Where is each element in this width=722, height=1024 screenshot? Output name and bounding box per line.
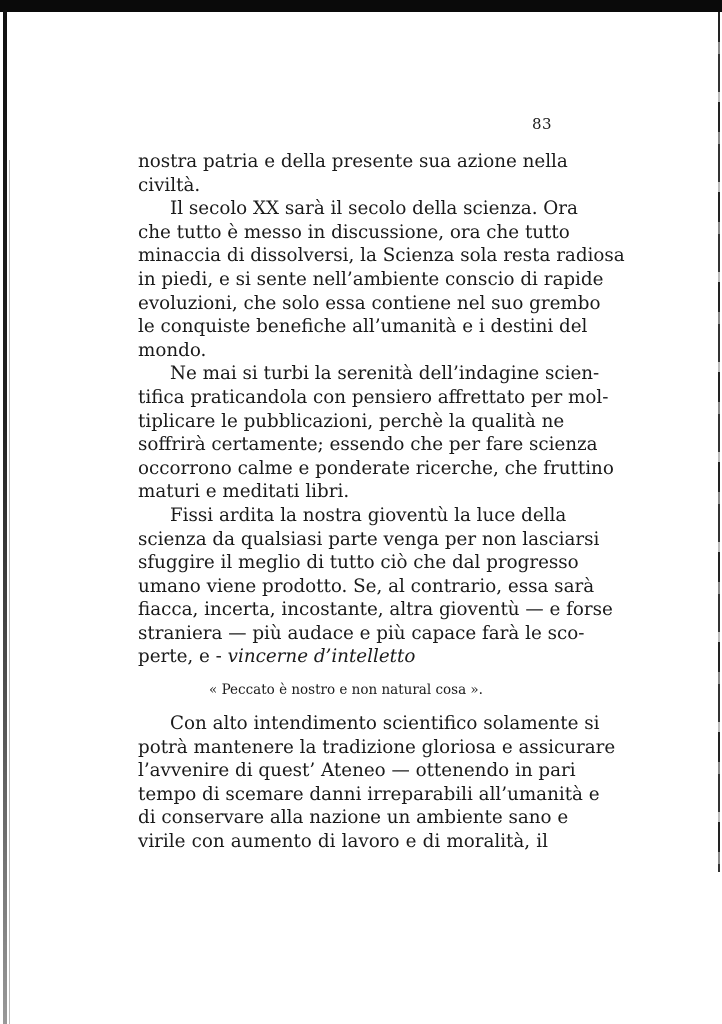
text-line: scienza da qualsiasi parte venga per non lasciarsi	[138, 528, 600, 550]
text-line: straniera — più audace e più capace farà le sco-	[138, 622, 585, 644]
text-line: mondo.	[138, 339, 207, 361]
paragraph-3	[138, 362, 614, 504]
paragraph-4	[138, 504, 613, 669]
text-line: Con alto intendimento scientifico solamente si	[170, 713, 600, 735]
text-line: che tutto è messo in discussione, ora che tutto	[138, 221, 570, 243]
text-line: umano viene prodotto. Se, al contrario, essa sarà	[138, 575, 595, 597]
text-line: virile con aumento di lavoro e di moralità, il	[138, 831, 548, 853]
page-body	[138, 150, 625, 854]
text-line: Ne mai si turbi la serenità dell’indagine scien-	[170, 363, 600, 385]
text-line: tifica praticandola con pensiero affrettato per mol-	[138, 386, 609, 408]
text-line: le conquiste benefiche all’umanità e i destini del	[138, 316, 588, 338]
text-line: nostra patria e della presente sua azione nella	[138, 151, 568, 172]
page-number: 83	[532, 115, 553, 133]
scan-right-edge	[718, 12, 720, 872]
paragraph-1	[138, 150, 568, 197]
scan-left-edge-shadow	[9, 160, 10, 1024]
text-line: in piedi, e si sente nell’ambiente conscio di rapide	[138, 268, 604, 290]
text-fragment: perte, e -	[138, 646, 228, 668]
text-line: Il secolo XX sarà il secolo della scienza. Ora	[170, 198, 578, 220]
text-line: occorrono calme e ponderate ricerche, che fruttino	[138, 457, 614, 479]
text-line: soffrirà certamente; essendo che per fare scienza	[138, 434, 598, 456]
scan-left-edge	[3, 10, 7, 1024]
text-line: tiplicare le pubblicazioni, perchè la qualità ne	[138, 410, 565, 432]
text-line	[138, 645, 548, 669]
text-line: di conservare alla nazione un ambiente sano e	[138, 807, 569, 829]
scan-top-border	[0, 0, 722, 12]
text-line: potrà mantenere la tradizione gloriosa e assicurare	[138, 736, 616, 758]
text-line: tempo di scemare danni irreparabili all’umanità e	[138, 783, 600, 805]
text-line: l’avvenire di quest’ Ateneo — ottenendo in pari	[138, 760, 576, 782]
text-line: evoluzioni, che solo essa contiene nel suo grembo	[138, 292, 601, 314]
paragraph-5	[138, 712, 616, 854]
text-line: maturi e meditati libri.	[138, 481, 350, 503]
text-line: fiacca, incerta, incostante, altra gioventù — e forse	[138, 599, 613, 621]
text-line: civiltà.	[138, 174, 201, 196]
text-line: minaccia di dissolversi, la Scienza sola resta radiosa	[138, 245, 625, 267]
block-quote: « Peccato è nostro e non natural cosa ».	[209, 682, 483, 699]
paragraph-2	[138, 197, 625, 362]
italic-citation: vincerne d’intelletto	[227, 646, 416, 668]
text-line: sfuggire il meglio di tutto ciò che dal progresso	[138, 552, 579, 574]
text-line: Fissi ardita la nostra gioventù la luce della	[170, 504, 567, 526]
